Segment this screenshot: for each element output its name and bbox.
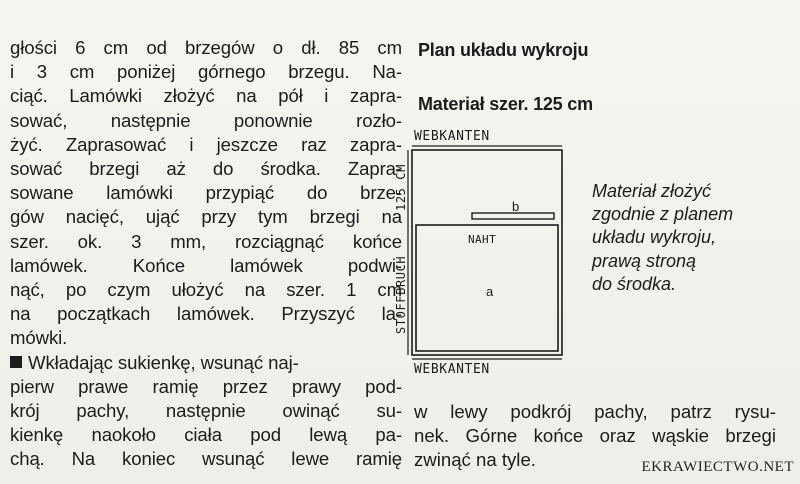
bullet-paragraph-start (10, 351, 402, 375)
piece-b-label: b (512, 199, 520, 214)
layout-instruction (592, 180, 733, 296)
text-line: ciąć. Lamówki złożyć na pół i zapra- (10, 85, 402, 107)
text-line: nek. Górne końce oraz wąskie brzegi (414, 425, 776, 447)
text-line: sować brzegi aż do środka. Zapra- (10, 158, 402, 180)
instruction-line: układu wykroju, (592, 227, 717, 248)
text-line: mówki. (10, 327, 68, 349)
cutting-layout-diagram (394, 126, 574, 376)
text-line: krój pachy, następnie owinąć su- (10, 400, 402, 422)
text-line: zwinąć na tyle. (414, 449, 536, 471)
text-line: na początkach lamówek. Przyszyć la- (10, 303, 402, 325)
seam-label: NAHT (468, 233, 497, 246)
fabric-outline (412, 150, 562, 355)
top-edge-label: WEBKANTEN (414, 129, 490, 144)
text-line: w lewy podkrój pachy, patrz rysu- (414, 401, 776, 422)
instruction-line: do środka. (592, 273, 677, 294)
text-line: i 3 cm poniżej górnego brzegu. Na- (10, 61, 402, 83)
left-text-column (10, 36, 402, 472)
fold-label: STOFFBRUCH (394, 255, 408, 334)
text-line: kienkę naokoło ciała pod lewą pa- (10, 424, 402, 446)
fold-width-label: 125 CM (394, 164, 408, 211)
instruction-line: Materiał złożyć (592, 181, 712, 201)
text-line: Wkładając sukienkę, wsunąć naj- (28, 351, 299, 373)
text-line: szer. ok. 3 mm, rozciągnąć końce (10, 230, 402, 252)
text-line: nąć, po czym ułożyć na szer. 1 cm (10, 279, 402, 301)
text-line: lamówek. Końce lamówek podwi- (10, 254, 402, 276)
plan-title: Plan układu wykroju (418, 40, 589, 60)
text-line: chą. Na koniec wsunąć lewe ramię (10, 448, 402, 470)
text-line: żyć. Zaprasować i jeszcze raz zapra- (10, 133, 402, 155)
site-watermark: EKRAWIECTWO.NET (641, 459, 794, 475)
instruction-line: zgodnie z planem (592, 204, 734, 225)
text-line: pierw prawe ramię przez prawy pod- (10, 375, 402, 397)
text-line: sowane lamówki przypiąć do brze- (10, 182, 402, 204)
instruction-line: prawą stroną (592, 250, 697, 271)
text-line: głości 6 cm od brzegów o dł. 85 cm (10, 37, 402, 58)
square-bullet-icon (10, 356, 22, 368)
piece-a-label: a (486, 284, 494, 299)
material-width-heading: Materiał szer. 125 cm (418, 94, 593, 114)
bottom-edge-label: WEBKANTEN (414, 362, 490, 376)
text-line: sować, następnie ponownie rozło- (10, 109, 402, 131)
text-line: gów nacięć, ująć przy tym brzegi na (10, 206, 402, 228)
